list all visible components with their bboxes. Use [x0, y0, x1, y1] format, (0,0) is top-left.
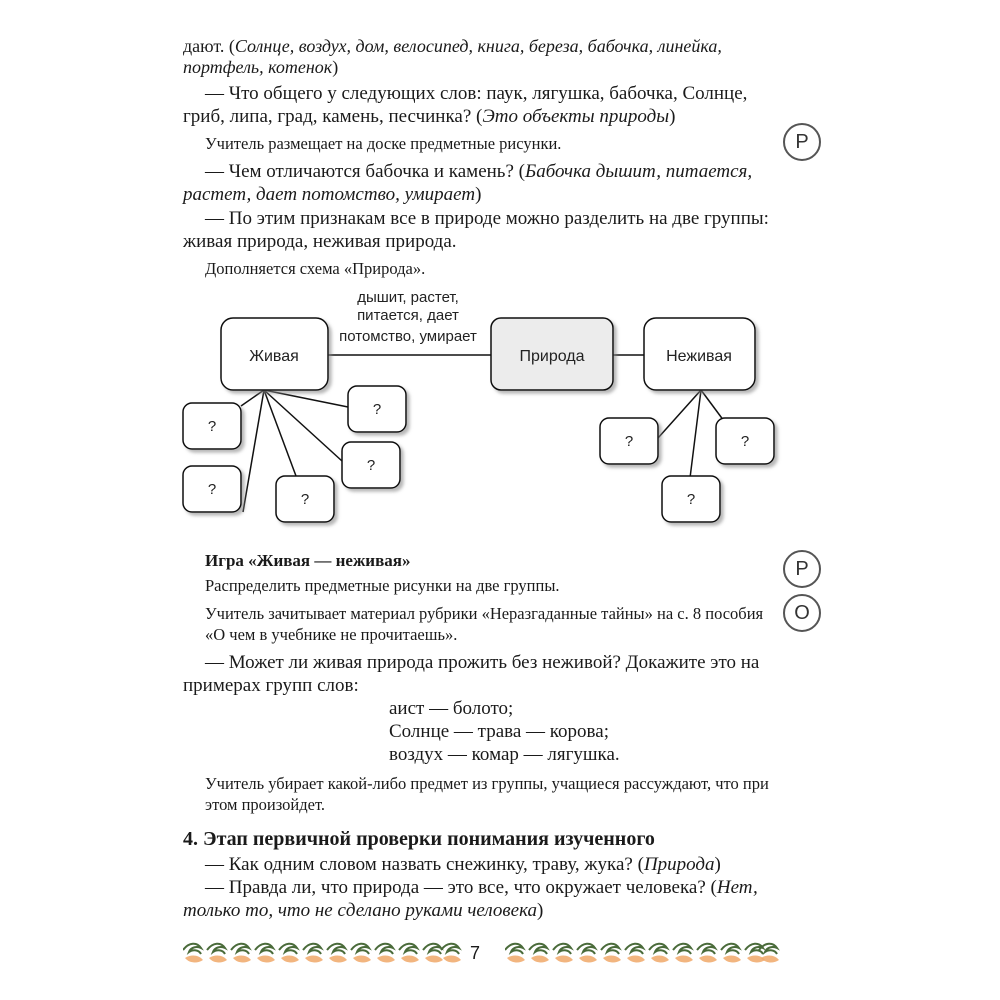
badge-r: Р [783, 123, 821, 161]
answer-text: Бабочка дышит, питается, растет, дает потомство, умирает [183, 161, 753, 205]
word-group: воздух — комар — лягушка. [389, 744, 620, 765]
text-paragraph-2: — По этим признакам все в природе можно разделить на две группы: живая природа, неживая природа. [183, 208, 769, 252]
teacher-note-2: Дополняется схема «Природа». [205, 259, 426, 278]
link-label-line-1: дышит, растет, [357, 289, 459, 306]
question-mark: ? [624, 433, 634, 450]
text: — Правда ли, что природа — это все, что окружает человека? ( [205, 877, 717, 898]
text: ) [332, 57, 339, 77]
footer-ornament-right [505, 938, 780, 968]
link-label-line-2: питается, дает [357, 307, 459, 324]
question-mark: ? [686, 491, 696, 508]
text: — Чем отличаются бабочка и камень? ( [205, 161, 525, 182]
question-mark: ? [372, 401, 382, 418]
text: ) [669, 106, 676, 127]
word-group: Солнце — трава — корова; [389, 721, 609, 742]
link-label-line-3: потомство, умирает [339, 328, 477, 345]
question-mark: ? [207, 418, 217, 435]
teacher-note-3: Распределить предметные рисунки на две группы. [205, 576, 560, 595]
nonliving-label: Неживая [666, 348, 732, 365]
question-mark: ? [207, 481, 217, 498]
teacher-note-5: Учитель убирает какой-либо предмет из группы, учащиеся рассуждают, что при этом произойдет. [205, 774, 769, 814]
answer-text: Природа [643, 854, 715, 875]
answer-text: Солнце, воздух, дом, велосипед, книга, береза, бабочка, линейка, портфель, котенок [183, 36, 722, 77]
text: — Как одним словом назвать снежинку, траву, жука? ( [205, 854, 644, 875]
question-paragraph-3: — Может ли живая природа прожить без неживой? Докажите это на примерах групп слов: [183, 652, 760, 696]
teacher-note-1: Учитель размещает на доске предметные рисунки. [205, 134, 562, 153]
badge-r: Р [783, 550, 821, 588]
text: ) [537, 900, 544, 921]
question-paragraph-4 [183, 853, 778, 876]
section-title: 4. Этап первичной проверки понимания изученного [183, 828, 655, 850]
page-number: 7 [470, 943, 481, 963]
living-label: Живая [249, 348, 299, 365]
answer-text: Это объекты природы [482, 106, 670, 127]
question-mark: ? [366, 457, 376, 474]
footer-ornament-left [183, 938, 463, 968]
text: — Что общего у следующих слов: паук, лягушка, бабочка, Солнце, гриб, липа, град, камень, песчинка? ( [183, 83, 748, 127]
text: дают. ( [183, 36, 235, 56]
badge-o: О [783, 594, 821, 632]
question-paragraph-5 [183, 876, 778, 922]
word-groups [389, 697, 620, 766]
text: ) [714, 854, 721, 875]
nature-label: Природа [519, 348, 585, 365]
word-group: аист — болото; [389, 698, 514, 719]
answer-text: Нет, только то, что не сделано руками человека [183, 877, 758, 921]
text: ) [475, 184, 482, 205]
question-mark: ? [300, 491, 310, 508]
teacher-note-4: Учитель зачитывает материал рубрики «Неразгаданные тайны» на с. 8 пособия «О чем в учебнике не прочитаешь». [205, 604, 764, 644]
question-mark: ? [740, 433, 750, 450]
game-title: Игра «Живая — неживая» [205, 551, 411, 570]
